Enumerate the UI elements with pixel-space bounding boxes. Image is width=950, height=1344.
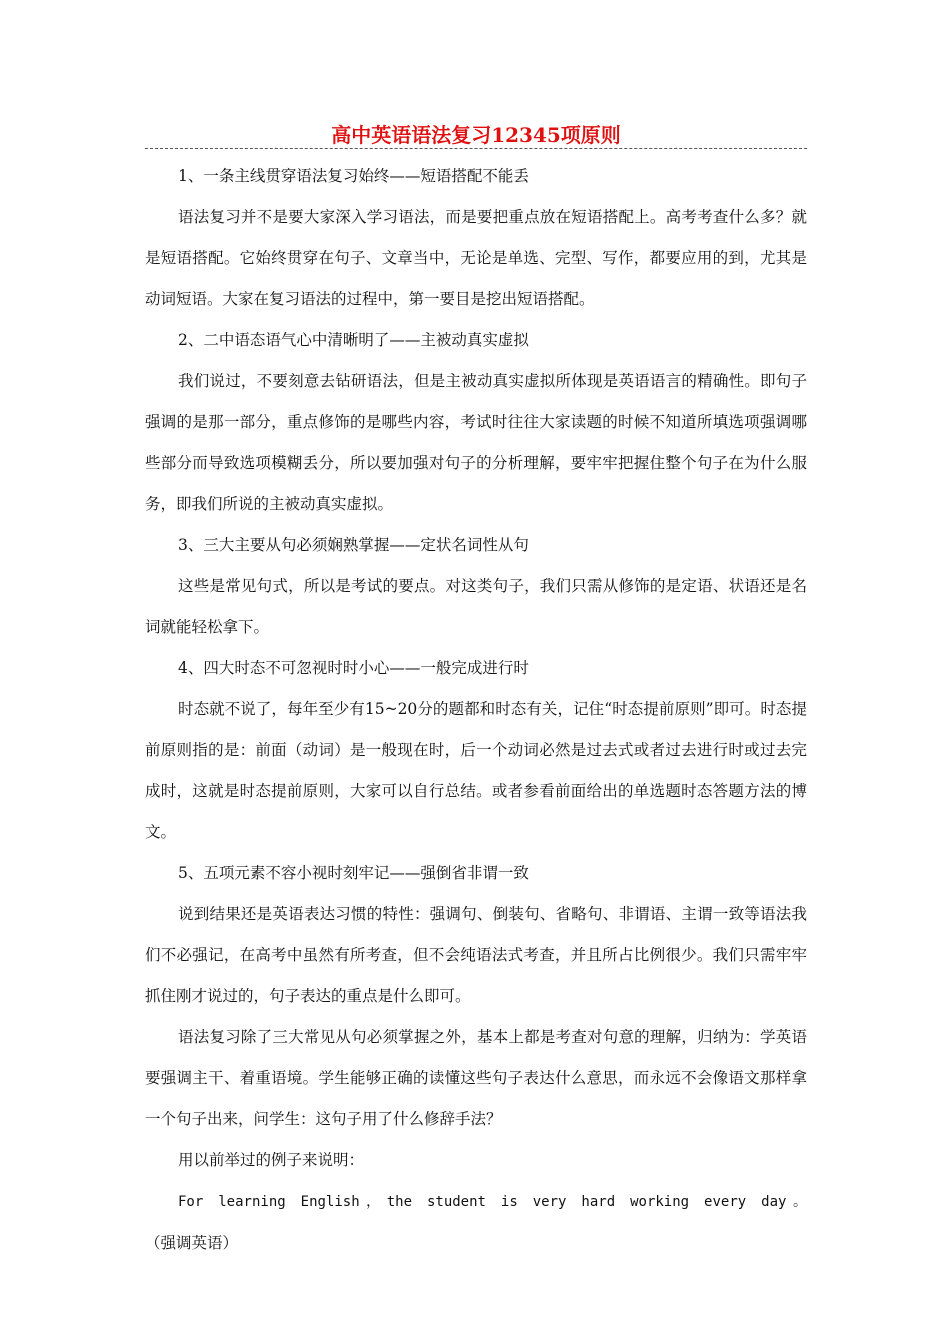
- principle-2-heading: 2、二中语态语气心中清晰明了——主被动真实虚拟: [178, 331, 529, 349]
- principle-1-text: 语法复习并不是要大家深入学习语法，而是要把重点放在短语搭配上。高考考查什么多？就是短语搭配。它始终贯穿在句子、文章当中，无论是单选、完型、写作，都要应用的到，尤其是动词短语。大家在复习语法的过程中，第一要目是挖出短语搭配。: [145, 208, 807, 308]
- summary-paragraph: 语法复习除了三大常见从句必须掌握之外，基本上都是考查对句意的理解，归纳为：学英语要强调主干、着重语境。学生能够正确的读懂这些句子表达什么意思，而永远不会像语文那样拿一个句子出来，问学生：这句子用了什么修辞手法？: [145, 1028, 807, 1128]
- principle-3-heading: 3、三大主要从句必须娴熟掌握——定状名词性从句: [178, 536, 529, 554]
- principle-1-heading: 1、一条主线贯穿语法复习始终——短语搭配不能丢: [178, 167, 529, 185]
- principle-3-text: 这些是常见句式，所以是考试的要点。对这类句子，我们只需从修饰的是定语、状语还是名词就能轻松拿下。: [145, 577, 807, 636]
- example-english: For learning English，the student is very hard working every day。: [178, 1194, 807, 1210]
- example-intro: 用以前举过的例子来说明：: [178, 1151, 365, 1169]
- document-title: [145, 120, 807, 150]
- document-body: [145, 156, 807, 1264]
- principle-2-text: 我们说过，不要刻意去钻研语法，但是主被动真实虚拟所体现是英语语言的精确性。即句子强调的是那一部分，重点修饰的是哪些内容，考试时往往大家读题的时候不知道所填选项强调哪些部分而导致选项模糊丢分，所以要加强对句子的分析理解，要牢牢把握住整个句子在为什么服务，即我们所说的主被动真实虚拟。: [145, 372, 807, 513]
- document-title-text: 高中英语语法复习12345项原则: [331, 123, 621, 147]
- principle-5-heading: 5、五项元素不容小视时刻牢记——强倒省非谓一致: [178, 864, 529, 882]
- example-paragraph: [145, 1181, 807, 1264]
- example-note: （强调英语）: [145, 1234, 239, 1252]
- title-row: [145, 120, 807, 156]
- principle-4-heading: 4、四大时态不可忽视时时小心——一般完成进行时: [178, 659, 529, 677]
- principle-5-text: 说到结果还是英语表达习惯的特性：强调句、倒装句、省略句、非谓语、主谓一致等语法我们不必强记，在高考中虽然有所考查，但不会纯语法式考查，并且所占比例很少。我们只需牢牢抓住刚才说过的，句子表达的重点是什么即可。: [145, 905, 807, 1005]
- principle-4-text: 时态就不说了，每年至少有15~20分的题都和时态有关，记住“时态提前原则”即可。时态提前原则指的是：前面（动词）是一般现在时，后一个动词必然是过去式或者过去进行时或过去完成时，这就是时态提前原则，大家可以自行总结。或者参看前面给出的单选题时态答题方法的博文。: [145, 700, 807, 841]
